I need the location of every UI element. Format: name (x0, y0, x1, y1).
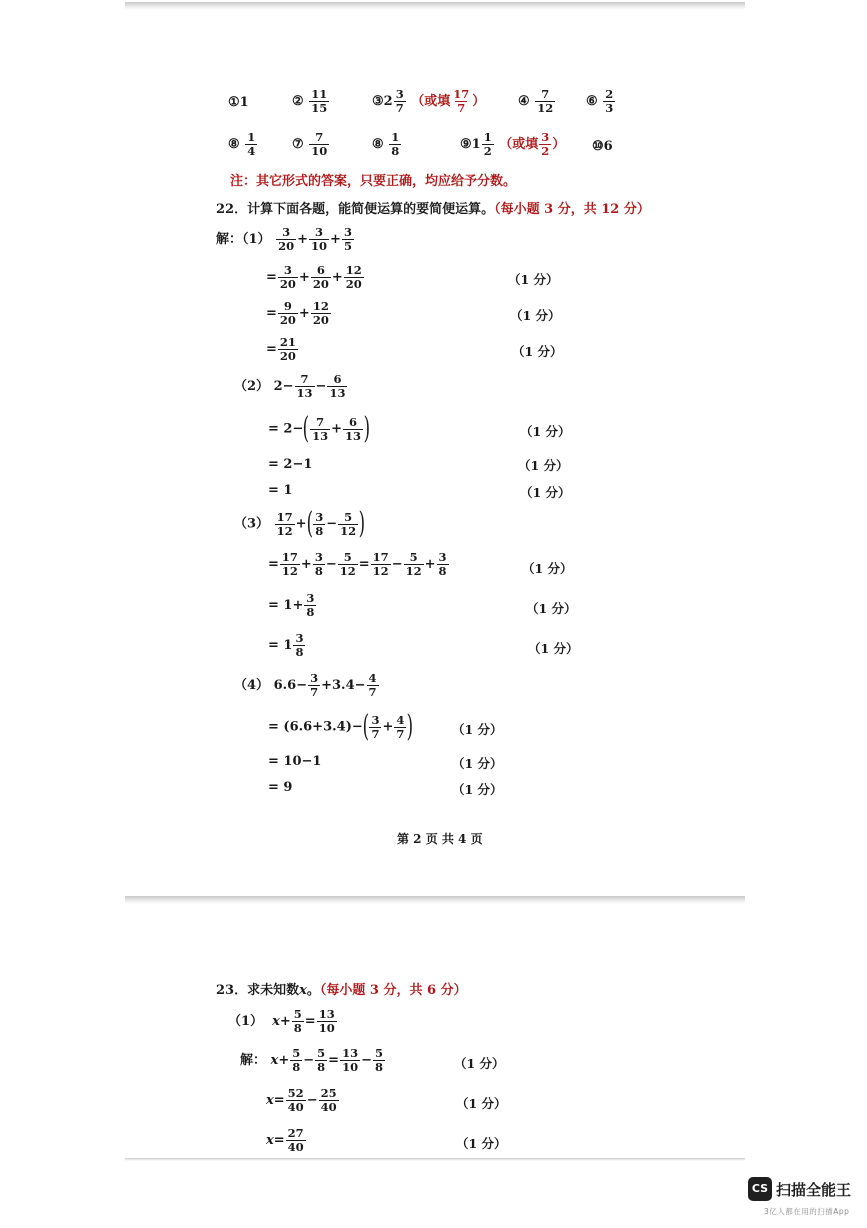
page-top-edge (125, 2, 745, 10)
q22-1-expression: 解：（1） $\frac{3}{20}$ + $\frac{3}{10}$ + $\frac{3}{5}$ (216, 225, 352, 253)
q22-4-step-3: = 9 (268, 780, 293, 795)
brand-tagline: 3亿人都在用的扫描App (764, 1207, 850, 1216)
q22-2-step-3: = 1 (268, 483, 293, 498)
q22-2-score-3: （1 分） (520, 485, 571, 500)
answer-10: ⑩6 (592, 139, 613, 154)
answer-3: ③2 $\frac{3}{7}$ （或填 $\frac{17}{7}$ ） (372, 87, 486, 115)
q22-4-score-3: （1 分） (452, 782, 503, 797)
q22-2-step-1: = 2−( $\frac{7}{13}$ + $\frac{6}{13}$ ) (268, 411, 371, 446)
answer-8: ⑧ $\frac{1}{8}$ (372, 130, 400, 158)
answer-5: ⑥ $\frac{2}{3}$ (586, 87, 614, 115)
q23-1-equation: （1） x+ $\frac{5}{8}$ = $\frac{13}{10}$ (228, 1007, 335, 1035)
q22-2-step-2: = 2−1 (268, 457, 313, 472)
page-break-divider (125, 896, 745, 904)
q22-3-score-2: （1 分） (526, 601, 577, 616)
q22-1-step-2: = $\frac{9}{20}$ + $\frac{12}{20}$ (266, 299, 329, 327)
q22-2-expression: （2） 2− $\frac{7}{13}$ − $\frac{6}{13}$ (234, 372, 346, 400)
q22-4-step-2: = 10−1 (268, 754, 322, 769)
q22-1-score-2: （1 分） (510, 308, 561, 323)
q22-4-step-1: = (6.6+3.4)−( $\frac{3}{7}$ + $\frac{4}{7}$ ) (268, 709, 414, 744)
answer-4: ④ $\frac{7}{12}$ (518, 87, 554, 115)
q22-4-score-1: （1 分） (452, 722, 503, 737)
grading-note: 注：其它形式的答案，只要正确，均应给予分数。 (230, 174, 517, 189)
answer-9-alternative: （或填 $\frac{3}{2}$ ） (499, 130, 566, 158)
q22-3-score-3: （1 分） (528, 641, 579, 656)
brand-name: 扫描全能王 (776, 1181, 852, 1199)
q23-1-step-2: x= $\frac{52}{40}$ − $\frac{25}{40}$ (266, 1086, 337, 1114)
answer-3-alternative: （或填 $\frac{17}{7}$ ） (411, 87, 486, 115)
q22-2-score-1: （1 分） (520, 424, 571, 439)
q22-1-step-3: = $\frac{21}{20}$ (266, 335, 296, 363)
answer-1: ①1 (228, 95, 249, 110)
camscanner-logo-icon: CS (748, 1177, 772, 1201)
q22-4-score-2: （1 分） (452, 756, 503, 771)
page-footer: 第 2 页 共 4 页 (397, 832, 483, 846)
q22-3-expression: （3） $\frac{17}{12}$ +( $\frac{3}{8}$ − $\frac{5}{12}$ ) (234, 506, 366, 541)
answer-2: ② $\frac{11}{15}$ (292, 87, 328, 115)
q22-title: 22．计算下面各题，能简便运算的要简便运算。（每小题 3 分，共 12 分） (216, 202, 650, 217)
q23-title: 23．求未知数x。（每小题 3 分，共 6 分） (216, 983, 467, 998)
q23-1-score-1: （1 分） (454, 1056, 505, 1071)
page-bottom-edge (125, 1158, 745, 1161)
answer-9: ⑨1 $\frac{1}{2}$ （或填 $\frac{3}{2}$ ） (460, 130, 566, 158)
q22-3-step-2: = 1+ $\frac{3}{8}$ (268, 591, 315, 619)
q22-2-score-2: （1 分） (518, 458, 569, 473)
q22-3-step-1: = $\frac{17}{12}$ + $\frac{3}{8}$ − $\frac{5}{12}$ = $\frac{17}{12}$ − $\frac{5}{12}$ + $\frac{3}{8}$ (268, 550, 447, 578)
q23-1-score-3: （1 分） (456, 1136, 507, 1151)
answer-7: ⑦ $\frac{7}{10}$ (292, 130, 328, 158)
q22-1-score-3: （1 分） (512, 344, 563, 359)
q22-4-expression: （4） 6.6− $\frac{3}{7}$ +3.4− $\frac{4}{7}$ (234, 671, 377, 699)
q22-1-score-1: （1 分） (508, 272, 559, 287)
q23-1-step-3: x= $\frac{27}{40}$ (266, 1126, 304, 1154)
q23-1-score-2: （1 分） (456, 1096, 507, 1111)
answer-6: ⑧ $\frac{1}{4}$ (228, 130, 256, 158)
q22-3-score-1: （1 分） (522, 561, 573, 576)
q22-3-step-3: = 1 $\frac{3}{8}$ (268, 631, 304, 659)
q23-1-step-1: 解： x+ $\frac{5}{8}$ − $\frac{5}{8}$ = $\frac{13}{10}$ − $\frac{5}{8}$ (240, 1046, 383, 1074)
q22-1-step-1: = $\frac{3}{20}$ + $\frac{6}{20}$ + $\frac{12}{20}$ (266, 263, 362, 291)
